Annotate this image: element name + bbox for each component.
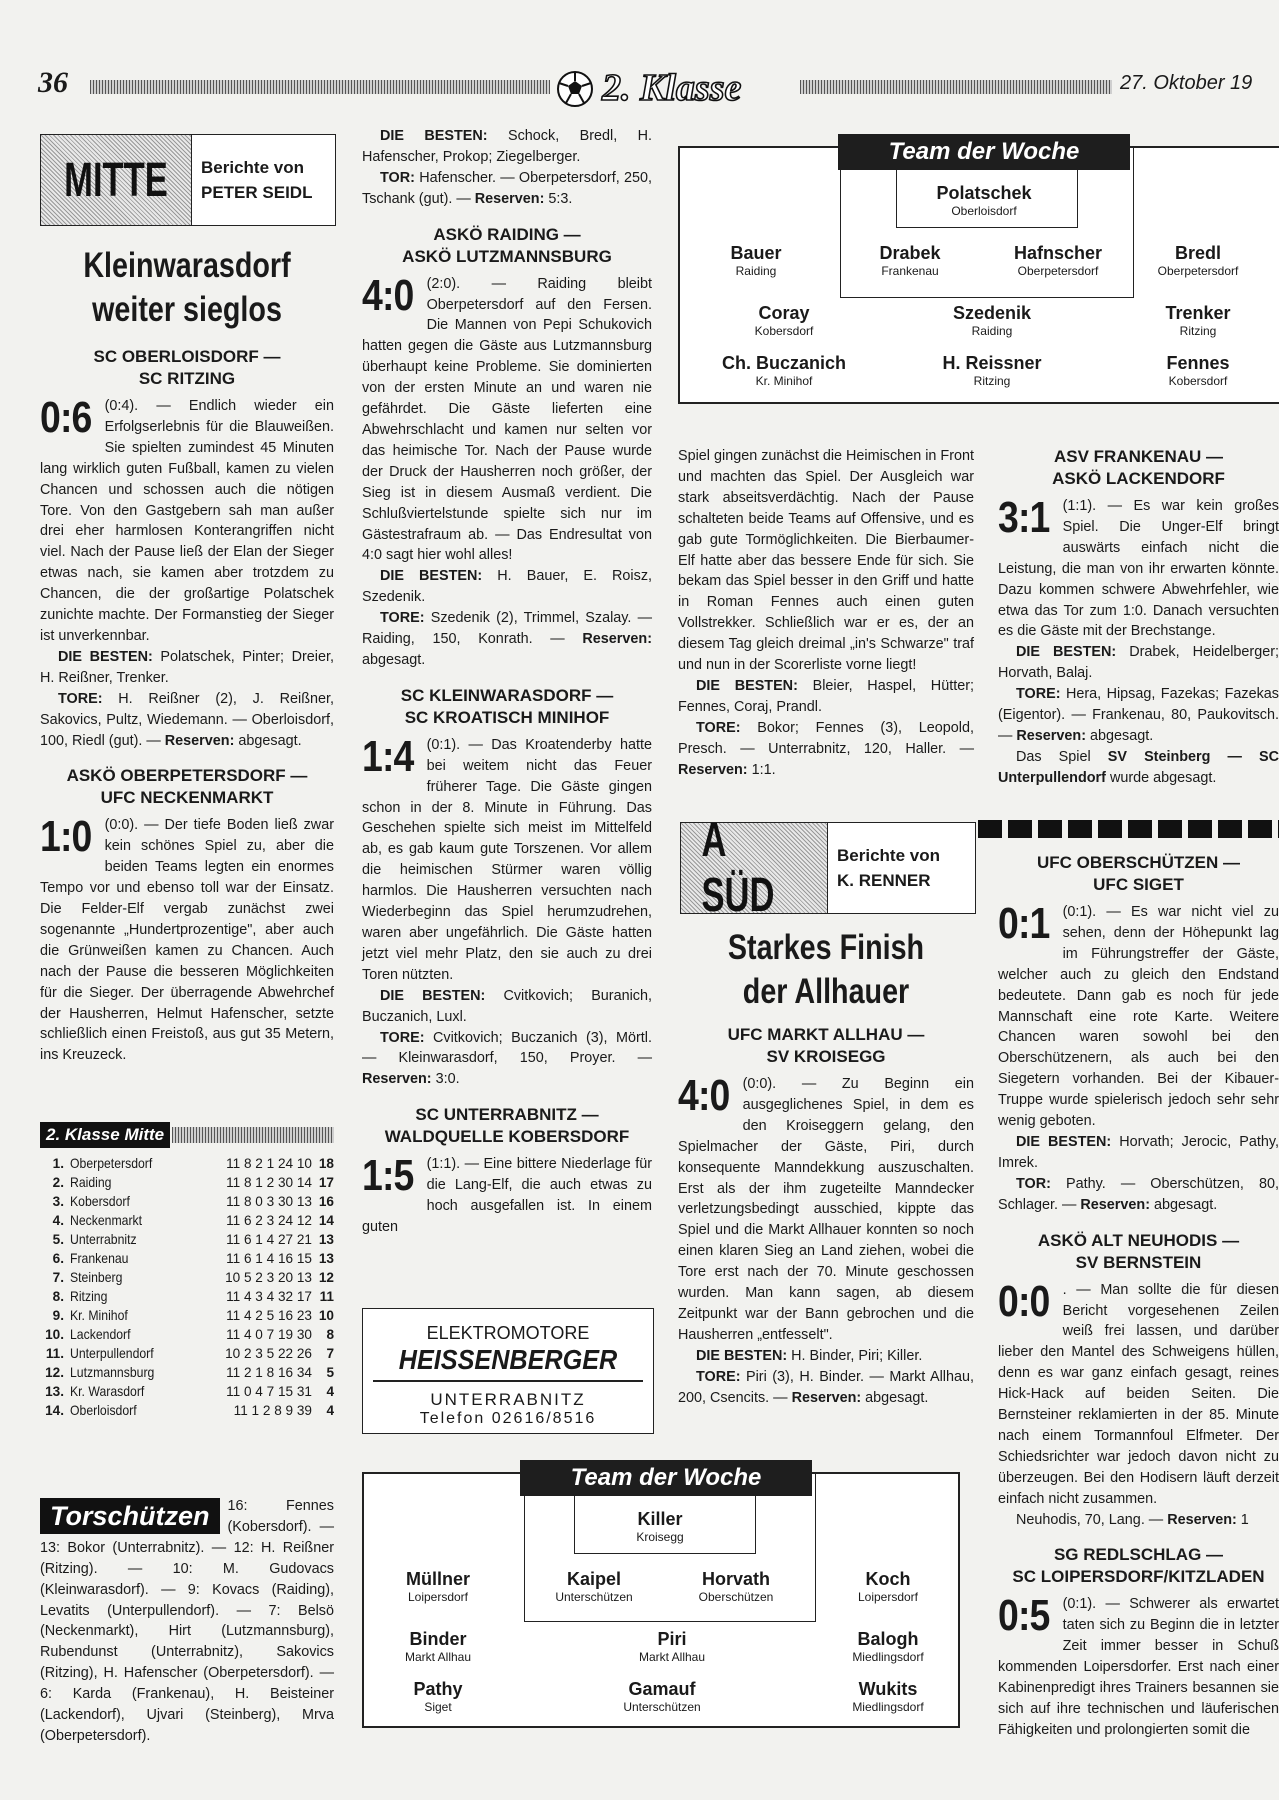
table-position: 8. <box>52 1289 64 1304</box>
table-stats: 11 4 0 7 19 30 <box>226 1327 312 1342</box>
match-report: 1:5 (1:1). — Eine bittere Niederlage für die Lang-Elf, die auch etwas zu hoch ausgefallen ist. In einem guten <box>362 1151 652 1235</box>
player-club: Oberpetersdorf <box>1017 264 1099 278</box>
totw-player <box>353 1628 523 1665</box>
match-title: ASV FRANKENAU — ASKÖ LACKENDORF <box>1052 447 1225 488</box>
match-report: 0:5 (0:1). — Schwerer als erwartet taten sich zu Beginn die in letzter Zeit immer besser in Schuß kommenden Loipersdorfer. Erst nach einer Kabinenpredigt ihres Trainers besannen sie sich auf ihre technischen und läuferischen Fähigkeiten und prolongierten somit die <box>998 1591 1279 1738</box>
match-score: 0:5 <box>998 1591 1050 1641</box>
player-name: Bredl <box>1174 243 1221 263</box>
column-4 <box>998 446 1279 789</box>
table-stats: 11 8 1 2 30 14 <box>226 1175 312 1190</box>
table-stats: 11 0 4 7 15 31 <box>226 1384 312 1399</box>
match-goals: TORE: Hera, Hipsag, Fazekas; Fazekas (Eigentor). — Frankenau, 80, Paukovitsch. — Reserven: abgesagt. <box>998 686 1279 744</box>
standings-table-block <box>40 1122 334 1420</box>
player-name: Gamauf <box>628 1679 696 1699</box>
table-stats: 11 1 2 8 9 39 <box>233 1403 312 1418</box>
player-name: Wukits <box>858 1679 918 1699</box>
table-row <box>40 1192 334 1211</box>
match-goals: Neuhodis, 70, Lang. — Reserven: 1 <box>1016 1511 1249 1528</box>
player-name: Coray <box>758 303 810 323</box>
scorers-list: 16: Fennes (Kobersdorf). — 13: Bokor (Unterrabnitz). — 12: H. Reißner (Ritzing). — 10: M. Gudovacs (Kleinwarasdorf). — 9: Kovacs (Raiding), Levatits (Unterpullendorf). — 7: Belsö (Neckenmarkt), Hirt (Lutzmannsburg), Rubendunst (Unterrabnitz), Sakovics (Ritzing), H. Hafenscher (Oberpetersdorf). — 6: Karda (Frankenau), H. Beisteiner (Lackendorf), Ujvari (Steinberg), Mrva (Oberpetersdorf). <box>40 1498 334 1744</box>
table-stats: 11 8 2 1 24 10 <box>226 1156 312 1171</box>
match-title: SC UNTERRABNITZ — WALDQUELLE KOBERSDORF <box>384 1105 630 1147</box>
table-points: 11 <box>319 1289 334 1304</box>
table-row <box>40 1173 334 1192</box>
player-club: Oberschützen <box>698 1590 774 1604</box>
column-3 <box>678 446 974 781</box>
table-row <box>40 1249 334 1268</box>
table-points: 4 <box>326 1403 334 1418</box>
match-report: 1:0 (0:0). — Der tiefe Boden ließ zwar kein schönes Spiel zu, aber die beiden Teams legten ein enormes Tempo vor und ebenso toll war der Einsatz. Die Felder-Elf vergab zunächst zwei sogenannte „Hundertprozentige", aber auch die Grünweißen kamen zu Chancen. Auch nach der Pause die besseren Möglichkeiten für die Sieger. Der überragende Abwehrchef der Hausherren, Helmut Hafenscher, setzte schließlich einen Freistoß, aus gut 35 Metern, ins Kreuzeck. <box>40 812 334 1064</box>
match-report: 4:0 (0:0). — Zu Beginn ein ausgeglichenes Spiel, in dem es den Kroiseggern gelang, den Spielmacher der Gäste, Piri, durch konsequente Manndekkung auszuschalten. Erst als der ihm zugeteilte Manndecker verletzungsbedingt ausschied, kippte das Spiel und die Markt Allhauer konnten so noch einen klaren Sieg an Land ziehen, wobei die Tore erst nach der 70. Minute geschossen wurden. Man kann sagen, ab diesem Zeitpunkt war der Bann gebrochen und die Hausherren „entfesselt". <box>678 1071 974 1343</box>
table-position: 2. <box>52 1175 64 1190</box>
table-position: 1. <box>52 1156 64 1171</box>
player-club: Markt Allhau <box>638 1650 706 1664</box>
table-position: 6. <box>52 1251 64 1266</box>
player-club: Unterschützen <box>555 1590 633 1604</box>
match-goals: TORE: Piri (3), H. Binder. — Markt Allhau, 200, Csencits. — Reserven: abgesagt. <box>678 1368 974 1406</box>
ad-line-1: ELEKTROMOTORE <box>426 1323 590 1343</box>
match-goals: TORE: H. Reißner (2), J. Reißner, Sakovics, Pultz, Wiedemann. — Oberloisdorf, 100, Riedl (gut). — Reserven: abgesagt. <box>40 690 334 749</box>
match-best: DIE BESTEN: Drabek, Heidelberger; Horvath, Balaj. <box>998 644 1279 682</box>
table-points: 5 <box>326 1365 334 1380</box>
table-position: 10. <box>45 1327 64 1342</box>
totw-player <box>353 1568 523 1605</box>
player-name: Koch <box>865 1569 911 1589</box>
match-best: DIE BESTEN: Horvath; Jerocic, Pathy, Imrek. <box>998 1133 1279 1171</box>
advertisement-heissenberger <box>362 1308 654 1434</box>
table-row <box>40 1211 334 1230</box>
totw-top-title: Team der Woche <box>838 134 1130 170</box>
player-name: Polatschek <box>936 183 1032 203</box>
table-team: Oberloisdorf <box>70 1403 137 1418</box>
player-name: Piri <box>657 1629 687 1649</box>
totw-player <box>575 1508 745 1545</box>
match-title: UFC MARKT ALLHAU — SV KROISEGG <box>727 1025 925 1066</box>
match-score: 0:0 <box>998 1276 1050 1326</box>
reporter-label: Berichte von <box>201 158 304 177</box>
player-name: Balogh <box>857 1629 919 1649</box>
table-team: Lackendorf <box>70 1327 131 1342</box>
match-goals: TORE: Szedenik (2), Trimmel, Szalay. — Raiding, 150, Konrath. — Reserven: abgesagt. <box>362 610 653 668</box>
match-best: DIE BESTEN: H. Bauer, E. Roisz, Szedenik. <box>362 568 653 606</box>
standings-title: 2. Klasse Mitte <box>40 1122 170 1148</box>
ad-line-2: HEISSENBERGER <box>398 1344 618 1375</box>
table-points: 16 <box>318 1194 334 1209</box>
totw-player <box>803 1678 973 1715</box>
player-name: Bauer <box>730 243 782 263</box>
table-stats: 11 8 0 3 30 13 <box>226 1194 312 1209</box>
totw-player <box>899 182 1069 219</box>
player-name: Drabek <box>879 243 941 263</box>
table-row <box>40 1325 334 1344</box>
table-points: 13 <box>318 1232 334 1247</box>
match-title: SC KLEINWARASDORF — SC KROATISCH MINIHOF <box>400 685 614 727</box>
match-title: ASKÖ RAIDING — ASKÖ LUTZMANNSBURG <box>402 224 612 266</box>
player-club: Kobersdorf <box>1168 374 1228 388</box>
column-2 <box>362 126 652 1238</box>
player-name: Müllner <box>405 1569 470 1589</box>
table-team: Oberpetersdorf <box>70 1156 153 1171</box>
player-club: Ritzing <box>973 374 1011 388</box>
player-name: Binder <box>409 1629 467 1649</box>
table-position: 12. <box>45 1365 64 1380</box>
player-club: Oberpetersdorf <box>1157 264 1239 278</box>
totw-player <box>587 1628 757 1665</box>
table-team: Kobersdorf <box>70 1194 130 1209</box>
player-club: Miedlingsdorf <box>852 1700 924 1714</box>
player-club: Kroisegg <box>636 1530 684 1544</box>
scorers-block <box>40 1496 334 1747</box>
section-mitte-label: MITTE <box>41 135 192 225</box>
match-score: 0:1 <box>998 899 1050 948</box>
table-team: Lutzmannsburg <box>70 1365 155 1380</box>
player-club: Raiding <box>971 324 1013 338</box>
table-team: Neckenmarkt <box>70 1213 143 1228</box>
match-report-continued: Spiel gingen zunächst die Heimischen in Front und machten das Spiel. Der Ausgleich war stark abseitsverdächtig. Nach der Pause schalteten beide Teams auf Offensive, und es gab gute Tormöglichkeiten. Die Bierbaumer-Elf hatte aber das bessere Ende für sich. Sie bekam das Spiel besser in den Griff und hatte in Roman Fennes auch einen guten Vollstrekker. Schließlich war er es, der an diesem Tag gleich dreimal „in's Schwarze" traf und nun in der Scorerliste vorne liegt! <box>678 448 974 674</box>
table-points: 14 <box>318 1213 334 1228</box>
section-a-sued-box <box>680 814 976 922</box>
player-club: Oberloisdorf <box>951 204 1017 218</box>
match-best: DIE BESTEN: Schock, Bredl, H. Hafenscher, Prokop; Ziegelberger. <box>362 128 653 165</box>
match-score: 1:0 <box>40 812 92 862</box>
table-team: Unterpullendorf <box>70 1346 154 1361</box>
table-team: Unterrabnitz <box>70 1232 137 1247</box>
issue-date: 27. Oktober 19 <box>1120 72 1253 94</box>
player-club: Markt Allhau <box>404 1650 472 1664</box>
player-club: Miedlingsdorf <box>852 1650 924 1664</box>
totw-player <box>577 1678 747 1715</box>
totw-player <box>671 242 841 279</box>
totw-player <box>353 1678 523 1715</box>
totw-player <box>825 242 995 279</box>
table-stats: 10 2 3 5 22 26 <box>225 1346 312 1361</box>
match-score: 1:5 <box>362 1151 414 1201</box>
match-score: 1:4 <box>362 731 414 781</box>
ad-line-3: UNTERRABNITZ <box>430 1389 586 1409</box>
player-club: Loipersdorf <box>857 1590 919 1604</box>
totw-player <box>1113 302 1279 339</box>
table-team: Kr. Warasdorf <box>70 1384 145 1399</box>
player-name: Horvath <box>701 1569 770 1589</box>
match-score: 3:1 <box>998 493 1050 542</box>
match-goals: TORE: Cvitkovich; Buczanich (3), Mörtl. — Kleinwarasdorf, 150, Proyer. — Reserven: 3:0. <box>362 1029 653 1088</box>
match-best: DIE BESTEN: Bleier, Haspel, Hütter; Fennes, Coraj, Prandl. <box>678 677 974 715</box>
match-score: 4:0 <box>362 270 414 320</box>
table-team: Kr. Minihof <box>70 1308 128 1323</box>
soccer-ball-icon <box>556 70 594 108</box>
table-team: Frankenau <box>70 1251 129 1266</box>
table-stats: 11 4 2 5 16 23 <box>226 1308 312 1323</box>
player-name: Fennes <box>1166 353 1230 373</box>
player-name: Szedenik <box>952 303 1032 323</box>
match-report: 0:6 (0:4). — Endlich wieder ein Erfolgserlebnis für die Blauweißen. Sie spielten zumindest 45 Minuten lang wirklich guten Fußball, kamen zu vielen Chancen und schossen auch die nötigen Tore. Von den Gastgebern sah man außer drei eher harmlosen Konterangriffen nicht viel. Nach der Pause ließ der Elan der Sieger etwas nach, sie kamen aber trotzdem zu Chancen, die der großartige Polatschek zunichte machte. Der Formanstieg der Sieger ist unverkennbar. <box>40 393 334 644</box>
table-row <box>40 1306 334 1325</box>
table-position: 5. <box>52 1232 64 1247</box>
scorers-title: Torschützen <box>40 1498 220 1534</box>
totw-player <box>1113 242 1279 279</box>
match-best: DIE BESTEN: Polatschek, Pinter; Dreier, H. Reißner, Trenker. <box>40 648 335 686</box>
table-position: 7. <box>52 1270 64 1285</box>
header-rule-left <box>90 80 550 94</box>
player-club: Siget <box>424 1700 452 1714</box>
headline-a-sued: Starkes Finish der Allhauer <box>727 928 925 1011</box>
player-club: Kobersdorf <box>754 324 814 338</box>
totw-bottom-title: Team der Woche <box>520 1460 812 1496</box>
match-report: 0:1 (0:1). — Es war nicht viel zu sehen, denn der Höhepunkt lag im Führungstreffer der Gäste, welcher auch zu gleich den Endstand bedeutete. Dann gab es noch für jede Mannschaft eine rote Karte. Weitere Chancen waren sowohl bei den Oberschützenern, als auch bei den Siegetern vorhanden. Bei der Kibauer-Truppe wurde spielerisch jedoch sehr sehr wenig geboten. <box>998 899 1279 1130</box>
totw-player <box>803 1568 973 1605</box>
match-title: ASKÖ OBERPETERSDORF — UFC NECKENMARKT <box>66 766 308 808</box>
match-note: Das Spiel SV Steinberg — SC Unterpullendorf wurde abgesagt. <box>998 748 1279 786</box>
ad-rule <box>373 1380 643 1382</box>
table-team: Ritzing <box>70 1289 108 1304</box>
table-stats: 11 4 3 4 32 17 <box>226 1289 312 1304</box>
table-points: 17 <box>318 1175 334 1190</box>
reporter-name: K. RENNER <box>837 871 931 890</box>
player-name: Ch. Buczanich <box>721 353 846 373</box>
match-title: SG REDLSCHLAG — SC LOIPERSDORF/KITZLADEN <box>1012 1545 1265 1587</box>
table-stats: 11 6 2 3 24 12 <box>226 1213 312 1228</box>
match-title: UFC OBERSCHÜTZEN — UFC SIGET <box>1036 853 1241 894</box>
totw-player <box>699 352 869 389</box>
match-title: SC OBERLOISDORF — SC RITZING <box>93 347 281 388</box>
standings-table <box>40 1154 334 1420</box>
player-name: Killer <box>637 1509 683 1529</box>
player-club: Raiding <box>735 264 777 278</box>
table-stats: 11 6 1 4 16 15 <box>226 1251 312 1266</box>
table-row <box>40 1401 334 1420</box>
ad-line-4: Telefon 02616/8516 <box>419 1409 597 1427</box>
reporter-label: Berichte von <box>837 846 940 865</box>
totw-player <box>907 352 1077 389</box>
header-rule-right <box>800 80 1112 94</box>
table-row <box>40 1344 334 1363</box>
column-3-lower <box>678 926 974 1409</box>
table-points: 13 <box>318 1251 334 1266</box>
match-report: 4:0 (2:0). — Raiding bleibt Oberpetersdorf auf den Fersen. Die Mannen von Pepi Schukovich hatten gegen die Gäste aus Lutzmannsburg überhaupt keine Probleme. Sie dominierten von der ersten Minute an und waren nie gefährdet. Die Gäste lieferten eine Abwehrschlacht und kamen nur selten vor das heimische Tor. Nach der Pause wurde der Druck der Hausherren noch größer, der Sieg ist in diesem Ausmaß verdient. Die Schlußviertelstunde spielte sich nur im Gästestrafraum ab. — Das Endresultat von 4:0 sagt hier wohl alles! <box>362 270 652 564</box>
match-goals: TORE: Bokor; Fennes (3), Leopold, Presch. — Unterrabnitz, 120, Haller. — Reserven: 1:1. <box>678 719 975 778</box>
column-1 <box>40 244 334 1066</box>
player-name: Kaipel <box>566 1569 622 1589</box>
table-position: 14. <box>45 1403 64 1418</box>
reporter-name: PETER SEIDL <box>201 183 313 202</box>
table-row <box>40 1363 334 1382</box>
table-stats: 11 6 1 4 27 21 <box>226 1232 312 1247</box>
match-goals: TOR: Hafenscher. — Oberpetersdorf, 250, Tschank (gut). — Reserven: 5:3. <box>362 169 652 207</box>
table-position: 9. <box>52 1308 64 1323</box>
player-club: Frankenau <box>881 264 939 278</box>
table-row <box>40 1382 334 1401</box>
player-name: Pathy <box>413 1679 463 1699</box>
table-team: Raiding <box>70 1175 112 1190</box>
section-mitte-box <box>40 134 336 226</box>
player-club: Ritzing <box>1179 324 1217 338</box>
player-name: Hafnscher <box>1013 243 1103 263</box>
match-report: 1:4 (0:1). — Das Kroatenderby hatte bei weitem nicht das Feuer früherer Tage. Die Gäste gingen schon in der 8. Minute in Führung. Das Geschehen spielte sich meist im Mittelfeld ab, es gab kaum gute Torszenen. Vor allem die heimischen Stürmer waren völlig harmlos. Die Hausherren versuchten nach Wiederbeginn das Spiel herumzudrehen, waren aber ungefährlich. Die Gäste hatten jetzt viel mehr Platz, den sie auch zu drei Toren nützten. <box>362 731 652 983</box>
table-stats: 11 2 1 8 16 34 <box>226 1365 312 1380</box>
match-score: 4:0 <box>678 1071 730 1120</box>
table-points: 8 <box>326 1327 334 1342</box>
player-club: Kr. Minihof <box>755 374 813 388</box>
table-team: Steinberg <box>70 1270 123 1285</box>
table-row <box>40 1268 334 1287</box>
table-row <box>40 1230 334 1249</box>
match-goals: TOR: Pathy. — Oberschützen, 80, Schlager. — Reserven: abgesagt. <box>998 1175 1279 1213</box>
table-position: 3. <box>52 1194 64 1209</box>
totw-player <box>1113 352 1279 389</box>
table-points: 7 <box>326 1346 334 1361</box>
section-title: 2. Klasse <box>602 67 742 109</box>
match-best: DIE BESTEN: H. Binder, Piri; Killer. <box>696 1347 923 1364</box>
match-report: 3:1 (1:1). — Es war kein großes Spiel. Die Unger-Elf bringt auswärts einfach nicht die Leistung, die man von ihr erwarten könnte. Dazu kommen schwere Abwehrfehler, wie etwa das Tor zum 1:0. Danach versuchten es die Gäste mit der Brechstange. <box>998 493 1279 640</box>
table-points: 12 <box>318 1270 334 1285</box>
page-number: 36 <box>38 66 68 99</box>
table-points: 10 <box>318 1308 334 1323</box>
match-title: ASKÖ ALT NEUHODIS — SV BERNSTEIN <box>1037 1230 1240 1272</box>
section-a-sued-label: A SÜD <box>681 823 828 913</box>
totw-player <box>699 302 869 339</box>
match-score: 0:6 <box>40 393 92 442</box>
section-divider-strip <box>978 820 1279 838</box>
table-position: 4. <box>52 1213 64 1228</box>
table-points: 4 <box>326 1384 334 1399</box>
player-name: H. Reissner <box>942 353 1042 373</box>
match-report: 0:0 . — Man sollte die für diesen Bericht vorgesehenen Zeilen weiß frei lassen, und darüber lieber den Mantel des Schweigens hüllen, denn es war ganz einfach gesagt, reines Hick-Hack auf beiden Seiten. Die Bernsteiner reklamierten in der 85. Minute nach einem Tormannfoul Elfmeter. Der Schiedsrichter war jedoch davon nicht zu überzeugen. Bei den Hodisern läuft derzeit einfach nicht zusammen. <box>998 1276 1279 1507</box>
player-club: Unterschützen <box>623 1700 701 1714</box>
totw-player <box>907 302 1077 339</box>
totw-player <box>803 1628 973 1665</box>
headline-mitte: Kleinwarasdorf weiter sieglos <box>83 246 291 329</box>
column-4-lower <box>998 852 1279 1741</box>
table-position: 13. <box>45 1384 64 1399</box>
totw-player <box>651 1568 821 1605</box>
player-club: Loipersdorf <box>407 1590 469 1604</box>
player-name: Trenker <box>1165 303 1231 323</box>
table-row <box>40 1154 334 1173</box>
match-best: DIE BESTEN: Cvitkovich; Buranich, Buczanich, Luxl. <box>362 987 652 1025</box>
table-position: 11. <box>45 1346 64 1361</box>
table-row <box>40 1287 334 1306</box>
table-points: 18 <box>318 1156 334 1171</box>
table-stats: 10 5 2 3 20 13 <box>225 1270 312 1285</box>
